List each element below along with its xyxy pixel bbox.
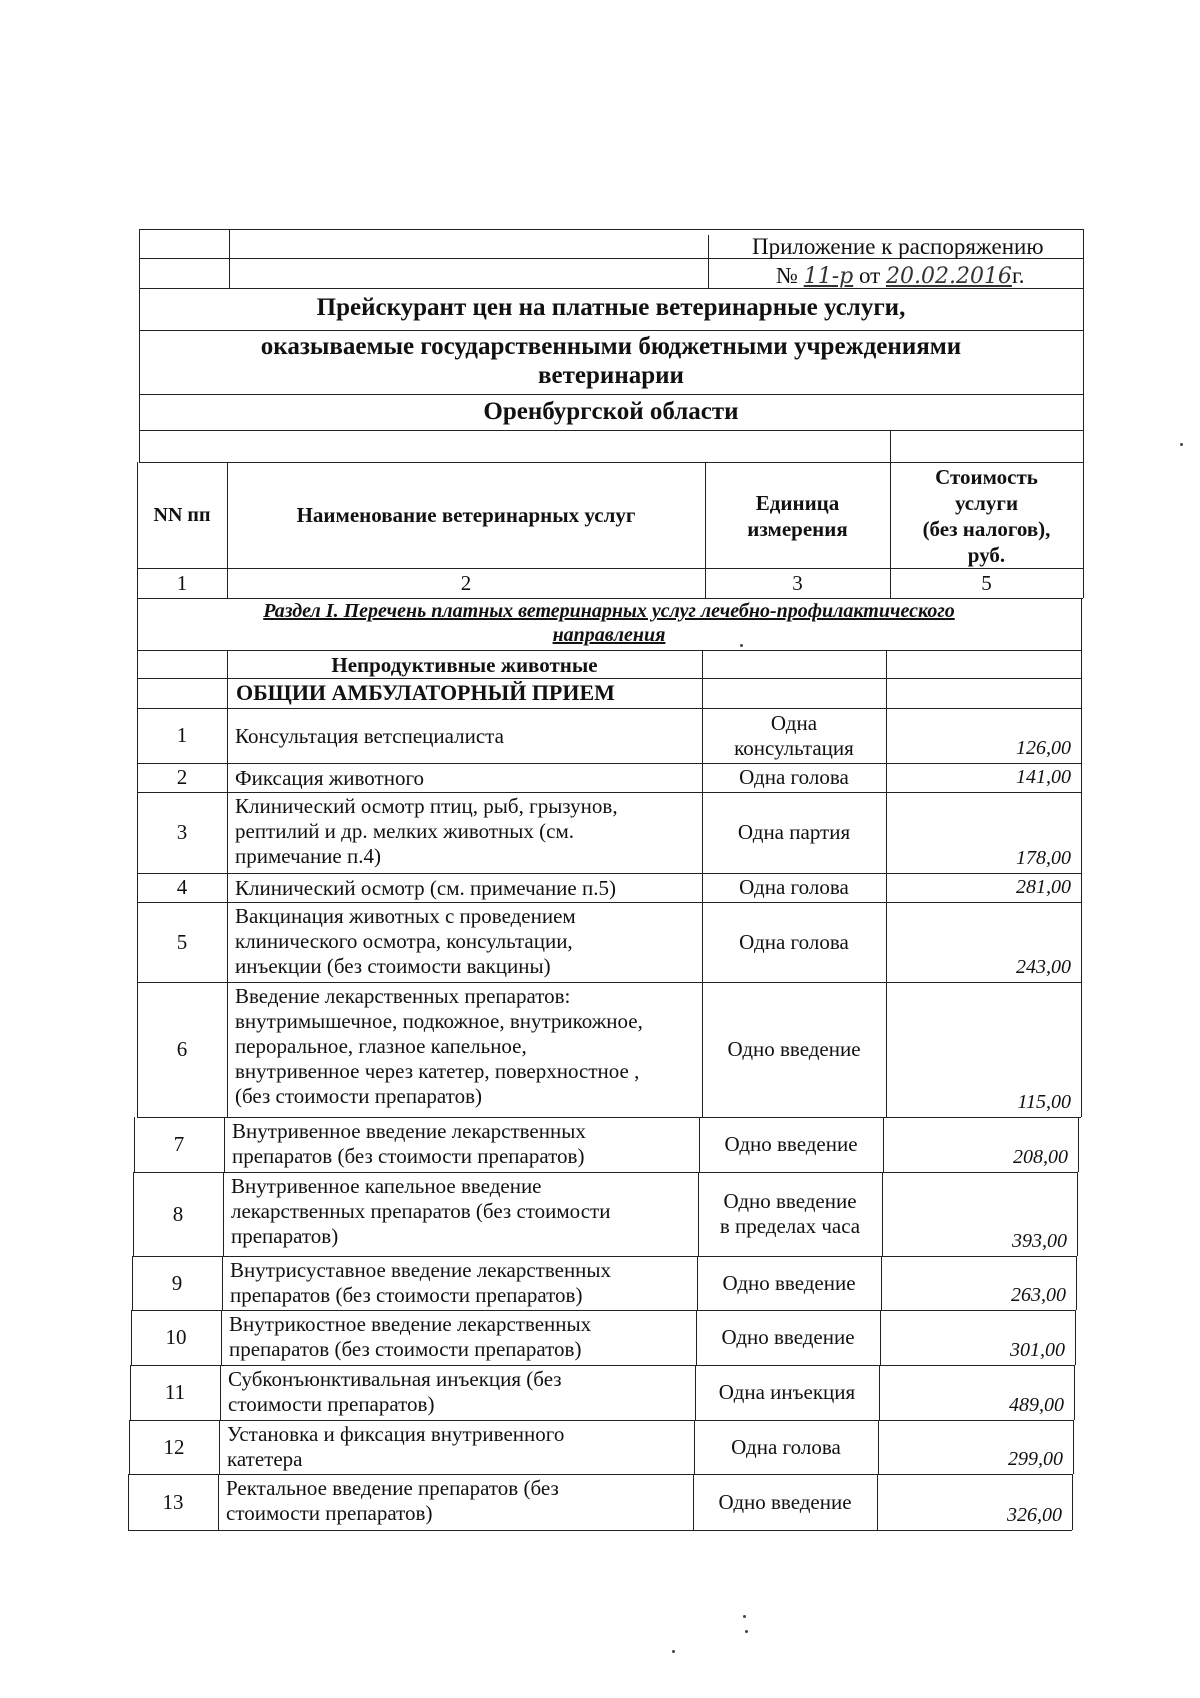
row-price: 178,00 <box>1016 847 1071 869</box>
column-header-cost-line: (без налогов), <box>922 517 1051 541</box>
table-rule <box>137 598 1083 599</box>
column-header-cost <box>890 464 1083 568</box>
table-rule <box>708 235 709 288</box>
subsection-title: Непродуктивные животные <box>331 652 598 677</box>
title-line-3: ветеринарии <box>538 362 684 389</box>
scan-speck <box>1180 443 1183 446</box>
row-number: 5 <box>176 929 188 954</box>
row-unit-line: Одна голова <box>739 875 849 899</box>
table-rule <box>132 1310 1076 1311</box>
year-suffix: г. <box>1011 263 1025 288</box>
row-service-name-line: препаратов) <box>231 1224 339 1248</box>
table-rule <box>137 650 1081 651</box>
table-rule <box>134 1172 1078 1173</box>
row-service-name <box>235 794 698 873</box>
row-unit-line: консультация <box>734 735 854 760</box>
row-unit <box>702 792 886 873</box>
table-rule <box>1078 1117 1079 1172</box>
table-rule <box>886 650 887 708</box>
table-rule <box>1075 1310 1076 1365</box>
row-price: 393,00 <box>1012 1230 1067 1252</box>
table-rule <box>1081 792 1082 873</box>
table-rule <box>229 229 230 288</box>
row-price: 126,00 <box>1016 737 1071 759</box>
table-rule <box>137 982 1081 983</box>
row-price: 281,00 <box>1016 876 1071 898</box>
table-rule <box>139 229 1083 230</box>
row-number: 10 <box>165 1325 187 1349</box>
row-service-name-line: внутримышечное, подкожное, внутрикожное, <box>235 1009 643 1033</box>
row-price: 243,00 <box>1016 956 1071 978</box>
row-unit-line: в пределах часа <box>719 1214 861 1238</box>
row-service-name-line: катетера <box>227 1447 303 1471</box>
table-rule <box>1081 902 1082 982</box>
row-unit-line: Одно введение <box>724 1132 858 1156</box>
row-number: 8 <box>172 1201 184 1226</box>
row-service-name <box>227 1422 690 1474</box>
title-line-2: оказываемые государственными бюджетными учреждениями <box>260 333 962 360</box>
row-unit-line: Одна голова <box>739 765 849 789</box>
column-number: 3 <box>792 570 803 595</box>
row-service-name <box>230 1258 693 1310</box>
column-header-unit-line: измерения <box>747 517 848 541</box>
table-rule <box>1074 1365 1075 1420</box>
table-rule <box>227 792 228 873</box>
row-unit <box>697 1256 881 1310</box>
table-rule <box>128 1530 1072 1531</box>
table-rule <box>1073 1420 1074 1474</box>
group-title: ОБЩИИ АМБУЛАТОРНЫЙ ПРИЕМ <box>236 680 615 705</box>
column-number: 5 <box>981 570 992 595</box>
row-service-name-line: Клинический осмотр птиц, рыб, грызунов, <box>235 794 618 818</box>
table-rule <box>227 708 228 763</box>
table-rule <box>1072 1474 1073 1530</box>
row-unit <box>699 1117 883 1172</box>
row-service-name <box>235 765 698 792</box>
table-rule <box>129 1474 1073 1475</box>
row-service-name <box>235 984 698 1117</box>
appendix-label: Приложение к распоряжению <box>752 234 1044 259</box>
table-rule <box>137 650 138 708</box>
table-rule <box>224 1117 225 1172</box>
row-service-name-line: Субконъюнктивальная инъекция (без <box>228 1367 562 1391</box>
row-price: 263,00 <box>1011 1284 1066 1306</box>
table-rule <box>227 982 228 1117</box>
column-header-service-name: Наименование ветеринарных услуг <box>296 502 636 527</box>
table-rule <box>139 394 1083 395</box>
scan-speck <box>743 1615 746 1618</box>
row-unit-line: Одно введение <box>718 1489 852 1514</box>
row-unit-line: Одно введение <box>721 1325 855 1349</box>
row-service-name <box>226 1476 689 1530</box>
table-rule <box>1081 982 1082 1117</box>
row-number: 1 <box>176 723 188 747</box>
column-header-cost-line: руб. <box>967 543 1006 567</box>
row-number: 7 <box>173 1132 185 1156</box>
table-rule <box>1077 1172 1078 1256</box>
row-unit <box>695 1365 879 1420</box>
row-service-name <box>228 1367 691 1420</box>
row-service-name-line: препаратов (без стоимости препаратов) <box>229 1337 582 1361</box>
section-title-line-2: направления <box>552 624 666 646</box>
row-price: 299,00 <box>1008 1448 1063 1470</box>
table-rule <box>139 430 1083 431</box>
row-service-name-line: рептилий и др. мелких животных (см. <box>235 819 575 843</box>
row-unit <box>694 1420 878 1474</box>
row-service-name-line: Консультация ветспециалиста <box>235 724 504 748</box>
row-service-name-line: Внутривенное капельное введение <box>231 1174 542 1198</box>
row-unit <box>702 873 886 902</box>
table-rule <box>227 873 228 902</box>
row-number: 11 <box>164 1380 186 1404</box>
row-price: 115,00 <box>1017 1091 1071 1113</box>
row-service-name-line: препаратов (без стоимости препаратов) <box>232 1144 585 1168</box>
row-price: 208,00 <box>1013 1146 1068 1168</box>
row-price: 301,00 <box>1010 1339 1065 1361</box>
table-rule <box>1081 873 1082 902</box>
row-unit <box>693 1474 877 1530</box>
table-rule <box>223 1172 224 1256</box>
row-unit <box>696 1310 880 1365</box>
row-service-name-line: внутривенное через катетер, поверхностное , <box>235 1059 640 1083</box>
order-number-line <box>776 263 1025 289</box>
row-service-name <box>235 875 698 902</box>
column-header-unit-line: Единица <box>755 491 840 515</box>
row-service-name-line: стоимости препаратов) <box>226 1501 433 1525</box>
table-rule <box>1083 288 1084 430</box>
row-number: 13 <box>162 1489 184 1514</box>
row-service-name-line: Фиксация животного <box>235 766 425 790</box>
row-number: 6 <box>176 1037 188 1061</box>
row-unit-line: Одна <box>770 710 818 735</box>
row-service-name <box>231 1174 694 1256</box>
order-date: 20.02.2016 <box>885 264 1012 289</box>
table-rule <box>1081 708 1082 763</box>
order-number: 11-р <box>803 264 854 289</box>
row-number: 12 <box>163 1434 185 1459</box>
table-rule <box>137 708 1081 709</box>
table-rule <box>1076 1256 1077 1310</box>
column-header-cost-line: Стоимость <box>935 465 1038 489</box>
row-service-name-line: пероральное, глазное капельное, <box>235 1034 527 1058</box>
table-rule <box>137 678 1081 679</box>
row-service-name <box>235 710 698 763</box>
row-unit <box>702 708 886 763</box>
row-price: 141,00 <box>1016 766 1071 788</box>
table-rule <box>133 1256 1077 1257</box>
table-rule <box>227 763 228 792</box>
row-service-name <box>229 1312 692 1365</box>
row-service-name-line: инъекции (без стоимости вакцины) <box>235 954 551 978</box>
row-service-name-line: стоимости препаратов) <box>228 1392 435 1416</box>
table-rule <box>222 1256 223 1310</box>
table-rule <box>137 1117 1081 1118</box>
date-prefix: от <box>858 263 881 288</box>
number-prefix: № <box>776 263 798 288</box>
table-rule <box>139 229 140 288</box>
row-service-name-line: Ректальное введение препаратов (без <box>226 1476 559 1500</box>
table-rule <box>139 330 1083 331</box>
row-unit <box>702 982 886 1117</box>
table-rule <box>139 430 140 462</box>
row-unit-line: Одно введение <box>722 1270 856 1295</box>
row-unit-line: Одна голова <box>731 1434 841 1459</box>
row-service-name-line: препаратов (без стоимости препаратов) <box>230 1283 583 1307</box>
row-unit-line: Одна голова <box>739 929 849 954</box>
table-rule <box>218 1474 219 1530</box>
table-rule <box>227 902 228 982</box>
scan-speck <box>740 644 743 647</box>
row-service-name-line: Клинический осмотр (см. примечание п.5) <box>235 876 616 900</box>
table-rule <box>221 1310 222 1365</box>
row-service-name <box>235 904 698 982</box>
table-rule <box>1081 763 1082 792</box>
column-number: 2 <box>460 570 472 595</box>
row-number: 9 <box>171 1270 183 1295</box>
table-rule <box>1081 650 1082 708</box>
table-rule <box>890 430 891 462</box>
column-header-number: NN пп <box>153 503 211 526</box>
table-rule <box>1083 462 1084 598</box>
table-rule <box>220 1365 221 1420</box>
table-rule <box>137 763 1081 764</box>
row-service-name-line: примечание п.4) <box>235 844 381 868</box>
row-number: 3 <box>176 820 188 844</box>
table-rule <box>137 792 1081 793</box>
scan-speck <box>672 1650 675 1653</box>
title-line-4: Оренбургской области <box>483 398 739 425</box>
table-rule <box>130 1420 1074 1421</box>
row-service-name-line: Вакцинация животных с проведением <box>235 904 576 928</box>
row-service-name-line: Внутривенное введение лекарственных <box>232 1119 586 1143</box>
row-service-name-line: Внутрисуставное введение лекарственных <box>230 1258 612 1282</box>
row-service-name-line: Введение лекарственных препаратов: <box>235 984 571 1008</box>
row-service-name-line: клинического осмотра, консультации, <box>235 929 573 953</box>
row-unit-line: Одно введение <box>727 1037 861 1061</box>
row-number: 4 <box>176 875 188 899</box>
table-rule <box>702 650 703 708</box>
row-service-name-line: (без стоимости препаратов) <box>235 1084 482 1108</box>
row-service-name-line: Внутрикостное введение лекарственных <box>229 1312 592 1336</box>
column-header-cost-line: услуги <box>954 491 1019 515</box>
row-unit <box>698 1172 882 1256</box>
table-rule <box>137 902 1081 903</box>
title-line-1: Прейскурант цен на платные ветеринарные услуги, <box>316 294 906 321</box>
table-rule <box>1083 430 1084 462</box>
scan-speck <box>745 1630 748 1633</box>
row-unit-line: Одна партия <box>737 820 851 844</box>
column-number: 1 <box>176 570 188 595</box>
table-rule <box>1081 598 1082 650</box>
row-price: 489,00 <box>1009 1394 1064 1416</box>
row-service-name-line: Установка и фиксация внутривенного <box>227 1422 565 1446</box>
table-rule <box>137 873 1081 874</box>
row-number: 2 <box>176 765 188 789</box>
column-header-unit <box>705 490 890 542</box>
table-rule <box>131 1365 1075 1366</box>
table-rule <box>219 1420 220 1474</box>
row-price: 326,00 <box>1007 1504 1062 1526</box>
table-rule <box>1083 229 1084 288</box>
row-unit-line: Одно введение <box>723 1189 857 1213</box>
row-unit <box>702 902 886 982</box>
row-service-name <box>232 1119 695 1172</box>
row-service-name-line: лекарственных препаратов (без стоимости <box>231 1199 611 1223</box>
row-unit-line: Одна инъекция <box>718 1380 856 1404</box>
row-unit <box>702 763 886 792</box>
section-title-line-1: Раздел I. Перечень платных ветеринарных услуг лечебно-профилактического <box>263 600 955 622</box>
